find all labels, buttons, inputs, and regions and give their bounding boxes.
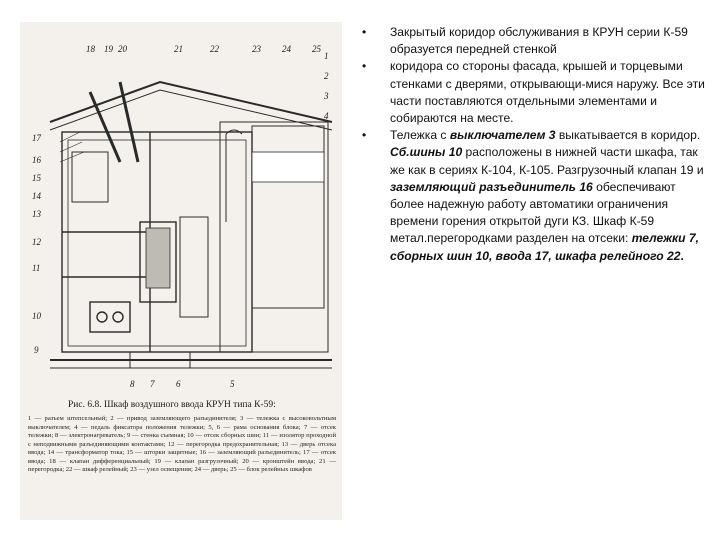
emphasis: заземляющий разъединитель 16	[390, 179, 593, 194]
figure-label: 21	[174, 44, 183, 54]
bullet-text: Закрытый коридор обслуживания в КРУН серии К-59 образуется передней стенкой	[390, 25, 688, 57]
figure-label: 16	[32, 155, 41, 165]
figure-label: 8	[130, 379, 135, 389]
figure-label: 13	[32, 209, 41, 219]
bullet-dot-icon: •	[362, 59, 367, 74]
bullet-item	[356, 24, 706, 58]
text-run: Тележка с	[390, 128, 450, 143]
figure-label: 7	[150, 379, 155, 389]
figure-label: 10	[32, 311, 41, 321]
figure-label: 6	[176, 379, 181, 389]
switchgear-drawing	[20, 22, 342, 400]
figure-label: 14	[32, 191, 41, 201]
figure-label: 22	[210, 44, 219, 54]
figure-label: 1	[324, 51, 329, 61]
text-run: выкатывается в коридор.	[555, 128, 701, 143]
figure-label: 15	[32, 173, 41, 183]
figure-label: 9	[34, 345, 39, 355]
figure-label: 2	[324, 71, 329, 81]
bullet-item	[356, 127, 706, 265]
figure-label: 17	[32, 133, 41, 143]
bullet-item	[356, 58, 706, 127]
figure-label: 12	[32, 237, 41, 247]
text-run: обеспечивают более надежную работу автоматики ограничения времени горения открытой дуги КЗ. Шкаф К-59 метал.перегородками разделен на отсеки:	[390, 179, 676, 246]
switchgear-figure	[20, 22, 342, 520]
emphasis: выключателем 3	[449, 128, 556, 143]
figure-label: 3	[324, 91, 329, 101]
emphasis: тележки 7, сборных шин 10, ввода 17, шкафа релейного 22	[390, 231, 699, 263]
figure-legend: 1 — разъем штепсельный; 2 — привод заземляющего разъединителя; 3 — тележка с высоковольтным выключателем; 4 — педаль фиксатора положения тележки; 5, 6 — рама основания блока; 7 — отсек тележки; 8 — электронагреватель; 9 — стенка съемная; 10 — отсек сборных шин; 11 — изолятор проходной с неподвижными разъединяющими контактами; 12 — перегородка предохранительная; 13 — дверь отсека ввода; 14 — трансформатор тока; 15 — шторки защитные; 16 — заземляющий разъединитель; 17 — отсек ввода; 18 — клапан дифференциальный; 19 — клапан разгрузочный; 20 — кронштейн ввода; 21 — перегородка; 22 — шкаф релейный; 23 — узел освещения; 24 — дверь; 25 — блок релейных шкафов	[28, 415, 336, 474]
figure-label: 24	[282, 44, 291, 54]
figure-label: 25	[312, 44, 321, 54]
bullet-text: коридора со стороны фасада, крышей и торцевыми стенками с дверями, открывающи-мися наружу. Все эти части поставляются отдельными элементами и собираются на месте.	[390, 59, 705, 126]
bullet-dot-icon: •	[362, 25, 367, 39]
figure-label: 4	[324, 111, 329, 121]
figure-caption: Рис. 6.8. Шкаф воздушного ввода КРУН типа К-59:	[68, 400, 276, 410]
figure-label: 18	[86, 44, 95, 54]
figure-label: 5	[230, 379, 235, 389]
figure-label: 20	[118, 44, 127, 54]
figure-label: 11	[32, 263, 41, 273]
figure-label: 19	[104, 44, 113, 54]
bullet-text	[390, 128, 704, 262]
text-run: .	[680, 248, 684, 263]
description-text	[356, 24, 706, 265]
bullet-dot-icon: •	[362, 128, 367, 143]
text-run: расположены в нижней части шкафа, так же как в сериях К-104, К-105. Разгрузочный клапан 19 и	[390, 145, 704, 177]
figure-label: 23	[252, 44, 261, 54]
emphasis: Сб.шины 10	[390, 145, 463, 160]
